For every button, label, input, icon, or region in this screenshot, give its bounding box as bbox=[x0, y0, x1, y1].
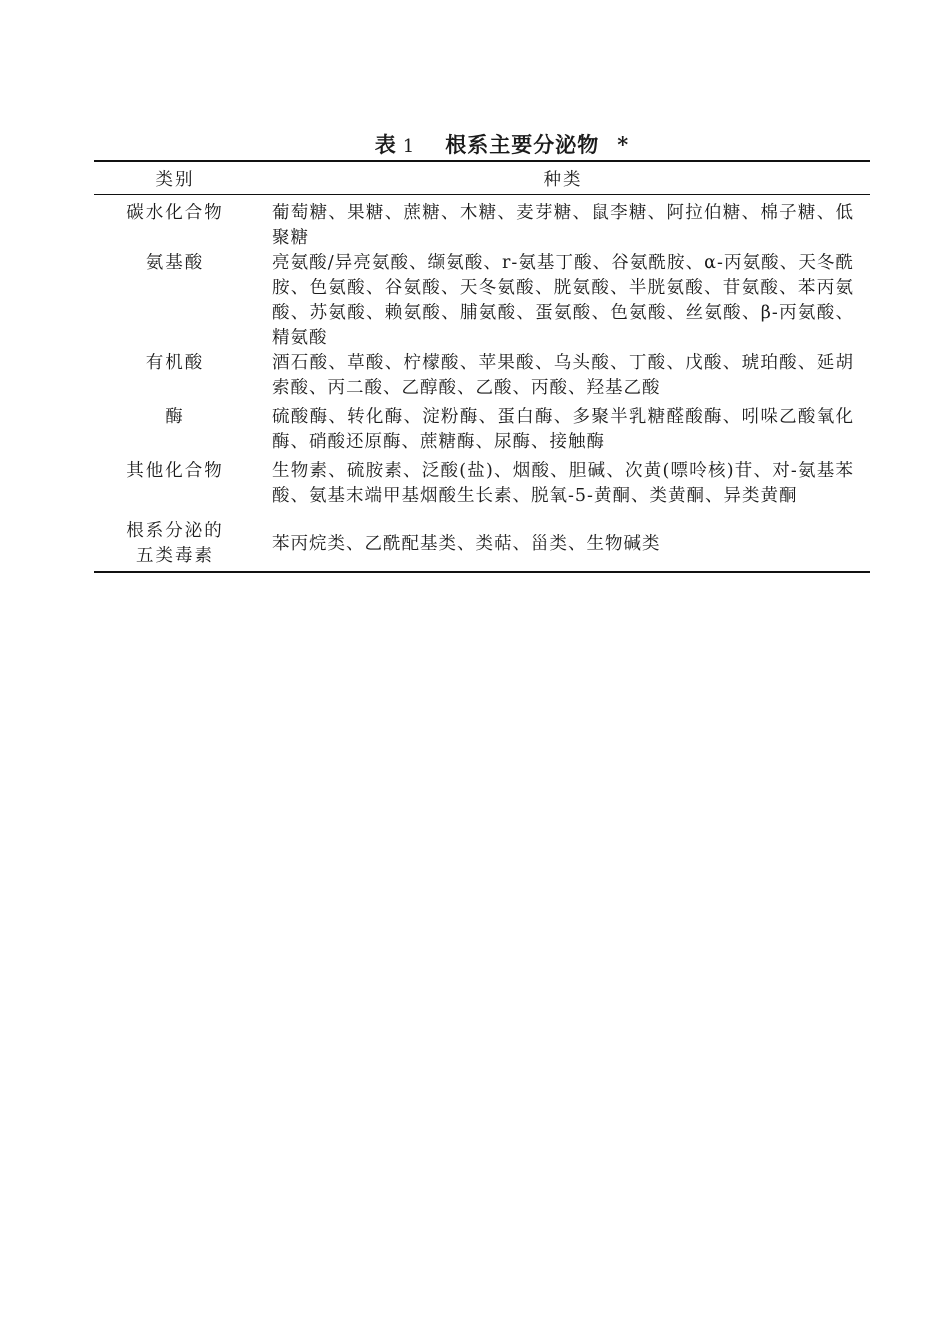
row-items: 葡萄糖、果糖、蔗糖、木糖、麦芽糖、鼠李糖、阿拉伯糖、棉子糖、低聚糖 bbox=[272, 203, 854, 248]
row-category-line: 五类毒素 bbox=[136, 546, 214, 566]
table-caption bbox=[94, 130, 870, 160]
row-items: 苯丙烷类、乙酰配基类、类萜、甾类、生物碱类 bbox=[272, 533, 661, 554]
caption-prefix: 表 bbox=[374, 132, 397, 157]
row-category: 其他化合物 bbox=[126, 461, 224, 481]
row-items: 硫酸酶、转化酶、淀粉酶、蛋白酶、多聚半乳糖醛酸酶、吲哚乙酸氧化酶、硝酸还原酶、蔗糖酶、尿酶、接触酶 bbox=[272, 407, 854, 452]
column-header-category: 类别 bbox=[155, 169, 195, 190]
table-row bbox=[94, 455, 870, 509]
row-items: 生物素、硫胺素、泛酸(盐)、烟酸、胆碱、次黄(嘌呤核)苷、对-氨基苯酸、氨基末端甲基烟酸生长素、脱氧-5-黄酮、类黄酮、异类黄酮 bbox=[272, 461, 854, 506]
row-items: 亮氨酸/异亮氨酸、缬氨酸、r-氨基丁酸、谷氨酰胺、α-丙氨酸、天冬酰胺、色氨酸、谷氨酸、天冬氨酸、胱氨酸、半胱氨酸、苷氨酸、苯丙氨酸、苏氨酸、赖氨酸、脯氨酸、蛋氨酸、色氨酸、丝氨酸、β-丙氨酸、精氨酸 bbox=[272, 253, 854, 348]
table-container bbox=[94, 130, 870, 573]
row-category: 酶 bbox=[165, 407, 185, 427]
caption-number: 1 bbox=[402, 136, 416, 157]
row-category: 氨基酸 bbox=[145, 253, 205, 273]
column-header-kinds: 种类 bbox=[543, 169, 583, 190]
table-row bbox=[94, 401, 870, 455]
table-row bbox=[94, 251, 870, 351]
table-row bbox=[94, 509, 870, 572]
row-category bbox=[94, 509, 256, 572]
root-exudates-table bbox=[94, 160, 870, 573]
row-items: 酒石酸、草酸、柠檬酸、苹果酸、乌头酸、丁酸、戊酸、琥珀酸、延胡索酸、丙二酸、乙醇酸、乙酸、丙酸、羟基乙酸 bbox=[272, 353, 854, 398]
caption-mark: * bbox=[617, 132, 630, 157]
row-category: 有机酸 bbox=[145, 353, 205, 373]
caption-title: 根系主要分泌物 bbox=[445, 132, 600, 157]
table-row bbox=[94, 351, 870, 401]
table-row bbox=[94, 195, 870, 252]
table-header-row bbox=[94, 161, 870, 195]
row-category: 碳水化合物 bbox=[126, 203, 224, 223]
row-category-line: 根系分泌的 bbox=[126, 521, 224, 541]
